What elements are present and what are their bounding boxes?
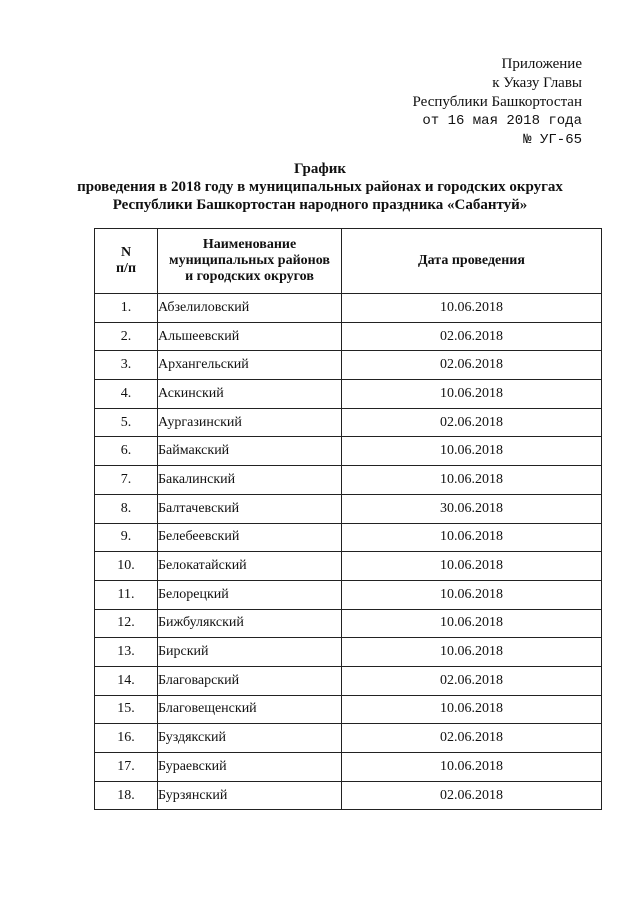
row-number: 8. (95, 494, 158, 523)
title-line: Республики Башкортостан народного праздника «Сабантуй» (112, 197, 528, 213)
header-name-line: муниципальных районов (169, 253, 330, 268)
header-num (95, 229, 158, 294)
table-row (95, 552, 602, 581)
table-row (95, 695, 602, 724)
row-district: Белебеевский (158, 523, 342, 552)
row-date: 30.06.2018 (342, 494, 602, 523)
header-name-line: Наименование (202, 237, 297, 252)
table-row (95, 408, 602, 437)
row-district: Аскинский (158, 380, 342, 409)
row-date: 02.06.2018 (342, 781, 602, 810)
row-date: 02.06.2018 (342, 666, 602, 695)
title-line: проведения в 2018 году в муниципальных районах и городских округах (77, 179, 563, 195)
row-date: 10.06.2018 (342, 695, 602, 724)
row-district: Благоварский (158, 666, 342, 695)
table-row (95, 294, 602, 323)
row-district: Буздякский (158, 724, 342, 753)
table-row (95, 580, 602, 609)
row-number: 11. (95, 580, 158, 609)
row-district: Бураевский (158, 753, 342, 782)
row-date: 02.06.2018 (342, 724, 602, 753)
schedule-table (94, 228, 602, 810)
row-number: 16. (95, 724, 158, 753)
row-district: Аургазинский (158, 408, 342, 437)
row-date: 10.06.2018 (342, 609, 602, 638)
row-number: 12. (95, 609, 158, 638)
row-number: 6. (95, 437, 158, 466)
row-district: Альшеевский (158, 322, 342, 351)
row-date: 10.06.2018 (342, 580, 602, 609)
row-number: 9. (95, 523, 158, 552)
header-name (158, 229, 342, 294)
row-number: 15. (95, 695, 158, 724)
row-number: 18. (95, 781, 158, 810)
appendix-line: Республики Башкортостан (412, 94, 582, 110)
row-number: 4. (95, 380, 158, 409)
title-line: График (293, 161, 347, 177)
appendix-line: к Указу Главы (492, 75, 582, 91)
table-row (95, 322, 602, 351)
table-row (95, 351, 602, 380)
table-row (95, 666, 602, 695)
row-number: 13. (95, 638, 158, 667)
header-num-line: N (120, 245, 132, 260)
document-title (0, 160, 640, 214)
table-row (95, 380, 602, 409)
table-header-row (95, 229, 602, 294)
table-row (95, 466, 602, 495)
row-date: 10.06.2018 (342, 523, 602, 552)
row-district: Белокатайский (158, 552, 342, 581)
table-row (95, 523, 602, 552)
row-number: 17. (95, 753, 158, 782)
row-number: 3. (95, 351, 158, 380)
appendix-date: от 16 мая 2018 года (422, 113, 582, 129)
row-date: 02.06.2018 (342, 408, 602, 437)
row-district: Белорецкий (158, 580, 342, 609)
row-district: Абзелиловский (158, 294, 342, 323)
table-row (95, 781, 602, 810)
row-number: 7. (95, 466, 158, 495)
header-num-line: п/п (115, 261, 137, 276)
row-district: Бирский (158, 638, 342, 667)
appendix-number: № УГ-65 (523, 132, 582, 148)
row-district: Баймакский (158, 437, 342, 466)
row-district: Балтачевский (158, 494, 342, 523)
row-number: 14. (95, 666, 158, 695)
table-row (95, 437, 602, 466)
row-date: 10.06.2018 (342, 753, 602, 782)
row-district: Благовещенский (158, 695, 342, 724)
row-date: 10.06.2018 (342, 552, 602, 581)
row-date: 10.06.2018 (342, 380, 602, 409)
row-date: 10.06.2018 (342, 638, 602, 667)
row-date: 02.06.2018 (342, 351, 602, 380)
table-row (95, 609, 602, 638)
row-district: Бурзянский (158, 781, 342, 810)
table-row (95, 494, 602, 523)
row-number: 1. (95, 294, 158, 323)
row-date: 10.06.2018 (342, 466, 602, 495)
header-name-line: и городских округов (185, 269, 314, 284)
row-number: 2. (95, 322, 158, 351)
table-row (95, 724, 602, 753)
row-date: 02.06.2018 (342, 322, 602, 351)
table-row (95, 753, 602, 782)
row-number: 10. (95, 552, 158, 581)
row-district: Бижбулякский (158, 609, 342, 638)
appendix-block (413, 55, 582, 150)
header-date: Дата проведения (342, 229, 602, 294)
row-number: 5. (95, 408, 158, 437)
row-date: 10.06.2018 (342, 294, 602, 323)
row-district: Бакалинский (158, 466, 342, 495)
appendix-line: Приложение (501, 56, 582, 72)
row-date: 10.06.2018 (342, 437, 602, 466)
table-row (95, 638, 602, 667)
row-district: Архангельский (158, 351, 342, 380)
